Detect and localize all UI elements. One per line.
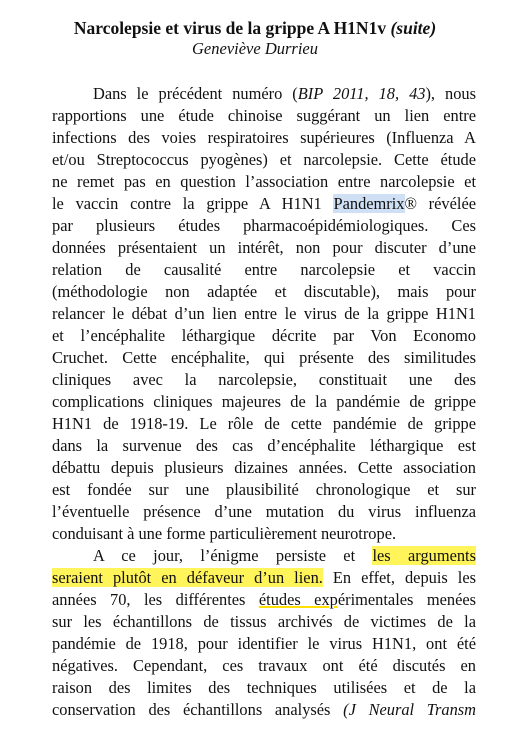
text-line: seraient plutôt en défaveur d’un lien. En effet, depuis les bbox=[52, 568, 477, 587]
text-line: et l’encéphalite léthargique décrite par Von Economo bbox=[52, 326, 476, 345]
article-title bbox=[0, 18, 510, 38]
text-line: conservation des échantillons analysés (J Neural Transm bbox=[52, 700, 477, 719]
text-line: conduisant à une forme particulièrement neurotrope. bbox=[52, 524, 397, 543]
title-suite: (suite) bbox=[390, 18, 437, 38]
highlight-yellow: les arguments bbox=[372, 546, 476, 565]
text-line: pandémie de 1918, pour identifier le virus H1N1, ont été bbox=[52, 634, 476, 653]
text-line: Cruchet. Cette encéphalite, qui présente des similitudes bbox=[52, 348, 476, 367]
text-line: et/ou Streptococcus pyogènes) et narcolepsie. Cette étude bbox=[52, 150, 476, 169]
text-line: H1N1 de 1918-19. Le rôle de cette pandémie de grippe bbox=[52, 414, 476, 433]
text-line: (méthodologie non adaptée et discutable), mais pour bbox=[52, 282, 476, 301]
text-line: par plusieurs études pharmacoépidémiologiques. Ces bbox=[52, 216, 476, 235]
text-line: années 70, les différentes études expérimentales menées bbox=[52, 590, 476, 609]
text-line: relation de causalité entre narcolepsie et vaccin bbox=[52, 260, 476, 279]
article-author: Geneviève Durrieu bbox=[192, 39, 318, 58]
text-line: infections des voies respiratoires supérieures (Influenza A bbox=[52, 128, 476, 147]
text-line: débattu depuis plusieurs dizaines années. Cette association bbox=[52, 458, 476, 477]
text-line: données présentaient un intérêt, non pour discuter d’une bbox=[52, 238, 476, 257]
underlined-text: études exp bbox=[258, 590, 338, 609]
journal-reference: BIP 2011, 18, 43 bbox=[297, 84, 426, 103]
text-line: cliniques avec la narcolepsie, constituait une des bbox=[52, 370, 476, 389]
title-main: Narcolepsie et virus de la grippe A H1N1v bbox=[73, 18, 387, 38]
text-line: complications cliniques majeures de la pandémie de grippe bbox=[52, 392, 476, 411]
text-line: relancer le débat d’un lien entre le virus de la grippe H1N1 bbox=[52, 304, 476, 323]
text-line: ne remet pas en question l’association entre narcolepsie et bbox=[52, 172, 476, 191]
text-line: l’éventuelle présence d’une mutation du virus influenza bbox=[52, 502, 476, 521]
text-line: raison des limites des techniques utilisées et de la bbox=[52, 678, 476, 697]
text-line: rapportions une étude chinoise suggérant un lien entre bbox=[52, 106, 476, 125]
text-line: dans la survenue des cas d’encéphalite léthargique est bbox=[52, 436, 476, 455]
text-line: négatives. Cependant, ces travaux ont été discutés en bbox=[52, 656, 476, 675]
text-line: A ce jour, l’énigme persiste et les arguments bbox=[93, 546, 476, 565]
highlight-yellow: seraient plutôt en défaveur d’un lien. bbox=[52, 568, 323, 587]
text-line: le vaccin contre la grippe A H1N1 Pandemrix® révélée bbox=[52, 194, 476, 213]
journal-reference: (J Neural Transm bbox=[343, 700, 477, 719]
text-line: Dans le précédent numéro (BIP 2011, 18, 43), nous bbox=[93, 84, 476, 103]
highlight-blue: Pandemrix bbox=[333, 194, 405, 213]
text-line: est fondée sur une plausibilité chronologique et sur bbox=[52, 480, 476, 499]
text-line: sur les échantillons de tissus archivés de victimes de la bbox=[52, 612, 476, 631]
